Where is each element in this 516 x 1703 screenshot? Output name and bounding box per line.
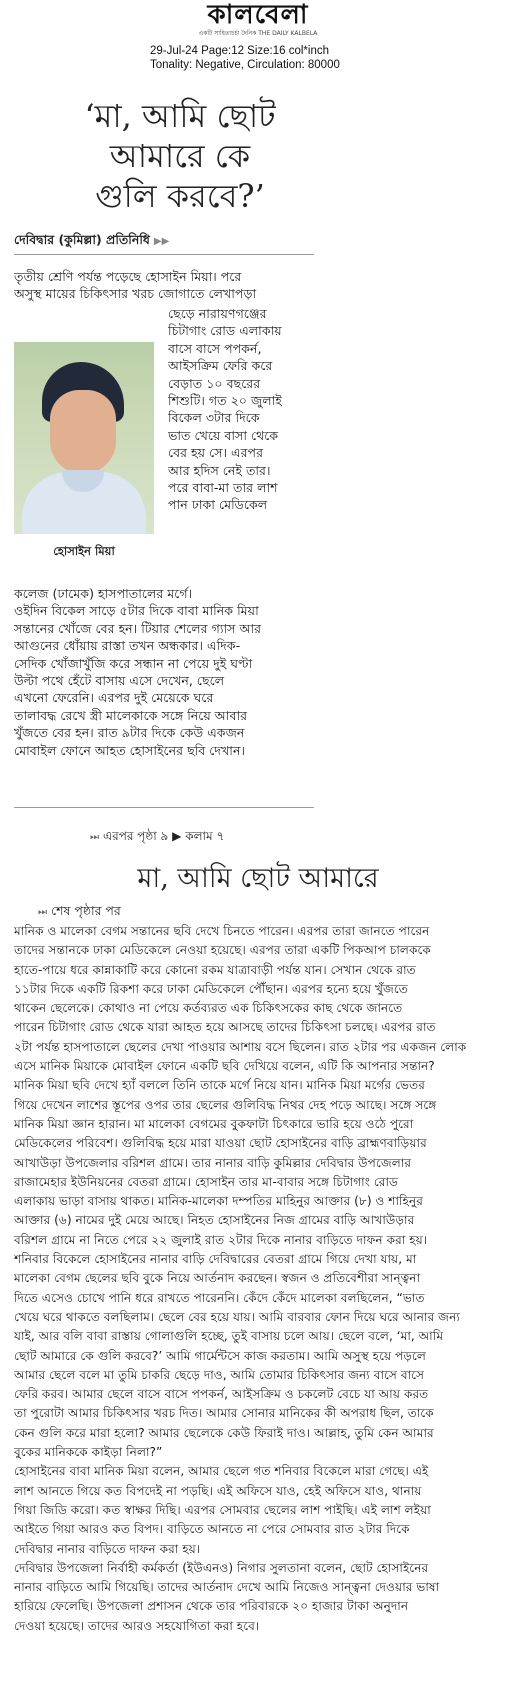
byline-divider bbox=[14, 254, 314, 255]
text-line: শনিবার বিকেলে হোসাইনের নানার বাড়ি দেবিদ্বারের বেতরা গ্রামে গিয়ে দেখা যায়, মা bbox=[14, 1252, 417, 1267]
text-line: দেবিদ্বার নানার বাড়িতে দাফন করা হয়। bbox=[14, 1541, 201, 1556]
text-line: দিতে এসেও চোখে পানি ধরে রাখতে পারেননি। কেঁদে কেঁদে মালেকা বলছিলেন, “ভাত bbox=[14, 1290, 425, 1305]
text-line: বাসে বাসে পপকর্ন, bbox=[168, 340, 262, 356]
text-line: সেদিক খোঁজাখুঁজি করে সন্ধান না পেয়ে দুই ঘণ্টা bbox=[14, 655, 253, 671]
hossain-photo bbox=[14, 342, 154, 534]
text-line: যাই, আর বলি বাবা রাস্তায় গোলাগুলি হচ্ছে, তুই বাসায় চলে আয়। ছেলে বলে, ‘মা, আমি bbox=[14, 1329, 444, 1344]
text-line: মানিক মিয়া ছবি দেখে হ্যাঁ বললে তিনি তাকে মর্গে নিয়ে যান। মানিক মিয়া মর্গের ভেতর bbox=[14, 1078, 425, 1093]
text-line: ২টা পর্যন্ত হাসপাতালে ছেলের দেখা পাওয়ার আশায় বসে ছিলেন। রাত ২টার পর একজন লোক bbox=[14, 1039, 467, 1054]
text-line: তৃতীয় শ্রেণি পর্যন্ত পড়েছে হোসাইন মিয়া। পরে bbox=[14, 269, 242, 284]
text-line: কলেজ (ঢামেক) হাসপাতালের মর্গে। bbox=[14, 586, 193, 601]
text-line: দেওয়া হয়েছে। তাদের আরও সহযোগিতা করা হবে। bbox=[14, 1618, 260, 1633]
text-line: বুকের মানিককে কাইড়া নিলা?” bbox=[14, 1445, 163, 1460]
text-line: এসে মানিক মিয়াকে মোবাইল ফোনে একটি ছবি দেখিয়ে বলেন, এটি কি আপনার সন্তান? bbox=[14, 1059, 435, 1074]
headline-line: আমারে কে bbox=[109, 137, 251, 175]
photo-face bbox=[50, 390, 116, 474]
continued-from-line bbox=[38, 903, 121, 923]
text-line: গিয়া জিডি করো। কত স্বাক্ষর দিছি। এরপর সোমবার ছেলের লাশ পাইছি। এই লাশ লইয়া bbox=[14, 1502, 431, 1517]
article-headline bbox=[30, 96, 330, 216]
text-line: আগুনের ধোঁয়ায় রাস্তা তখন অন্ধকার। এদিক- bbox=[14, 638, 241, 654]
text-line: আক্তার (৬) নামের দুই মেয়ে আছে। নিহত হোসাইনের নিজ গ্রামের বাড়ি আখাউড়ার bbox=[14, 1213, 415, 1228]
byline bbox=[14, 232, 169, 252]
text-line: ছোট আমারে কে গুলি করবে?’ আমি গার্মেন্টসে কাজ করতাম। আমি অসুস্থ হয়ে পড়লে bbox=[14, 1348, 426, 1363]
text-line: আমার ছেলে বলে মা তুমি চাকরি ছেড়ে দাও, আমি তোমার চিকিৎসার জন্য বাসে বাসে bbox=[14, 1367, 425, 1382]
text-line: চিটাগাং রোড এলাকায় bbox=[168, 323, 282, 339]
text-line: খেয়ে ঘরে থাকতে বলছিলাম। ছেলে বের হয়ে যায়। আমি বারবার ফোন দিয়ে ঘরে আনার জন্য bbox=[14, 1309, 460, 1324]
text-line: ১১টার দিকে একটি রিকশা করে ঢাকা মেডিকেলে পৌঁছান। এরপর হন্যে হয়ে খুঁজতে bbox=[14, 981, 408, 996]
text-line: হাতে-পায়ে ধরে কান্নাকাটি করে কোনো রকম যাত্রাবাড়ী পর্যন্ত যান। সেখান থেকে রাত bbox=[14, 962, 416, 977]
article-body bbox=[14, 585, 319, 759]
text-line: মোবাইল ফোনে আহত হোসাইনের ছবি দেখান। bbox=[14, 742, 245, 758]
continued-on-line bbox=[90, 828, 224, 848]
continued-on-text: এরপর পৃষ্ঠা ৯ ▶ কলাম ৭ bbox=[103, 829, 225, 843]
text-line: নানার বাড়িতে আমি গিয়েছি। তাদের আর্তনাদ দেখে আমি নিজেও সান্ত্বনা দেওয়ার ভাষা bbox=[14, 1580, 440, 1595]
text-line: তা পুরোটা আমার চিকিৎসার খরচ দিত। আমার সোনার মানিকের কী অপরাধ ছিল, তাকে bbox=[14, 1406, 434, 1421]
text-line: লাশ আনতে গিয়ে কত বিপদেই না পড়ছি। এই অফিসে যাও, হেই অফিসে যাও, থানায় bbox=[14, 1483, 422, 1498]
clipping-tonality-line: Tonality: Negative, Circulation: 80000 bbox=[150, 59, 340, 71]
text-line: গিয়ে দেখেন লাশের স্তূপের ওপর তার ছেলের গুলিবিদ্ধ নিথর দেহ পড়ে আছে। সঙ্গে সঙ্গে bbox=[14, 1097, 437, 1112]
text-line: মানিক মিয়া জ্ঞান হারান। মা মালেকা বেগমের বুকফাটা চিৎকারে ভারি হয়ে ওঠে পুরো bbox=[14, 1116, 414, 1131]
text-line: রাজামেহার ইউনিয়নের বেতরা গ্রামে। হোসাইন তার মা-বাবার সঙ্গে চিটাগাং রোড bbox=[14, 1174, 398, 1189]
text-line: মেডিকেলের পরিবেশ। গুলিবিদ্ধ হয়ে মারা যাওয়া ছোট হোসাইনের বাড়ি ব্রাহ্মণবাড়িয়ার bbox=[14, 1136, 427, 1151]
article-side-column bbox=[168, 305, 318, 514]
text-line: আইসক্রিম ফেরি করে bbox=[168, 358, 273, 374]
text-line: পান ঢাকা মেডিকেল bbox=[168, 497, 268, 513]
text-line: দেবিদ্বার উপজেলা নির্বাহী কর্মকর্তা (ইউএনও) নিগার সুলতানা বলেন, ছোট হোসাইনের bbox=[14, 1560, 429, 1575]
text-line: পারেন চিটাগাং রোড থেকে যারা আহত হয়ে আসছে তাদের চিকিৎসা চলছে। এরপর রাত bbox=[14, 1020, 436, 1035]
text-line: পরে বাবা-মা তার লাশ bbox=[168, 480, 278, 496]
fast-forward-icon: ⏭ bbox=[90, 832, 99, 843]
clipping-date-line: 29-Jul-24 Page:12 Size:16 col*inch bbox=[150, 45, 330, 57]
newspaper-logo: কালবেলা bbox=[207, 0, 309, 30]
text-line: তাদের সন্তানকে ঢাকা মেডিকেলে নেওয়া হয়েছে। এরপর তারা একটি পিকআপ চালককে bbox=[14, 943, 431, 958]
text-line: বের হয় সে। এরপর bbox=[168, 445, 264, 461]
text-line: বরিশল গ্রামে না নিতে পেরে ২২ জুলাই রাত ২টার দিকে নানার বাড়িতে দাফন করা হয়। bbox=[14, 1232, 428, 1247]
text-line: ছেড়ে নারায়ণগঞ্জের bbox=[168, 306, 267, 321]
text-line: সন্তানের খোঁজে বের হন। টিয়ার শেলের গ্যাস আর bbox=[14, 620, 262, 636]
text-line: আর হদিস নেই তার। bbox=[168, 462, 271, 478]
byline-arrows-icon: ▶▶ bbox=[153, 236, 170, 247]
continuation-headline: মা, আমি ছোট আমারে bbox=[137, 863, 379, 894]
text-line: খুঁজতে বের হন। রাত ৯টার দিকে কেউ একজন bbox=[14, 725, 245, 741]
text-line: মালেকা বেগম ছেলের ছবি বুকে নিয়ে আর্তনাদ করছেন। স্বজন ও প্রতিবেশীরা সান্ত্বনা bbox=[14, 1271, 421, 1286]
text-line: তালাবদ্ধ রেখে স্ত্রী মালেকাকে সঙ্গে নিয়ে আবার bbox=[14, 707, 248, 723]
text-line: বিকেল ৩টার দিকে bbox=[168, 410, 260, 426]
fast-forward-icon: ⏭ bbox=[38, 907, 47, 918]
text-line: ওইদিন বিকেল সাড়ে ৫টার দিকে বাবা মানিক মিয়া bbox=[14, 603, 259, 619]
text-line: কেন গুলি করে মারা হলো? আমার ছেলেকে কেউ ফিরাই দাও। আল্লাহ, তুমি কেন আমার bbox=[14, 1425, 434, 1440]
byline-text: দেবিদ্বার (কুমিল্লা) প্রতিনিধি bbox=[14, 232, 150, 247]
newspaper-tagline: একটি সাহিত্যচর্চা দৈনিক THE DAILY KALBELA bbox=[198, 30, 318, 37]
text-line: হারিয়ে ফেলেছি। উপজেলা প্রশাসন থেকে তার পরিবারকে ২০ হাজার টাকা অনুদান bbox=[14, 1599, 409, 1614]
text-line: শিশুটি। গত ২০ জুলাই bbox=[168, 393, 282, 409]
headline-line: গুলি করবে?’ bbox=[95, 177, 265, 215]
text-line: এলাকায় ভাড়া বাসায় থাকত। মানিক-মালেকা দম্পতির মাহিনুর আক্তার (৮) ও শাহিনুর bbox=[14, 1194, 423, 1209]
text-line: আইতে গিয়া আরও কত বিপদ। বাড়িতে আনতে না পেরে সোমবার রাত ২টার দিকে bbox=[14, 1522, 410, 1537]
article-divider bbox=[14, 807, 314, 808]
text-line: মানিক ও মালেকা বেগম সন্তানের ছবি দেখে চিনতে পারেন। এরপর তারা জানতে পারেন bbox=[14, 924, 430, 938]
text-line: হোসাইনের বাবা মানিক মিয়া বলেন, আমার ছেলে গত শনিবার বিকেলে মারা গেছে। এই bbox=[14, 1464, 429, 1479]
text-line: ভাত খেয়ে বাসা থেকে bbox=[168, 427, 279, 443]
continuation-body bbox=[14, 922, 502, 1636]
photo-caption: হোসাইন মিয়া bbox=[53, 544, 115, 558]
text-line: বেড়াত ১০ বছরের bbox=[168, 375, 261, 391]
text-line: এখনো ফেরেনি। এরপর দুই মেয়েকে ঘরে bbox=[14, 690, 214, 706]
text-line: অসুস্থ মায়ের চিকিৎসার খরচ জোগাতে লেখাপড়া bbox=[14, 286, 257, 302]
article-intro bbox=[14, 268, 314, 303]
text-line: আখাউড়া উপজেলার বরিশল গ্রামে। তার নানার বাড়ি কুমিল্লার দেবিদ্বার উপজেলার bbox=[14, 1155, 412, 1170]
text-line: উল্টা পথে হেঁটে বাসায় এসে দেখেন, ছেলে bbox=[14, 673, 225, 689]
headline-line: ‘মা, আমি ছোট bbox=[84, 97, 276, 135]
text-line: ফেরি করব। আমার ছেলে বাসে বাসে পপকর্ন, আইসক্রিম ও চকলেট বেচে যা আয় করত bbox=[14, 1387, 429, 1402]
text-line: থাকেন ছেলেকে। কোথাও না পেয়ে কর্তব্যরত এক চিকিৎসকের কাছ থেকে জানতে bbox=[14, 1001, 403, 1016]
continued-from-text: শেষ পৃষ্ঠার পর bbox=[51, 903, 121, 918]
